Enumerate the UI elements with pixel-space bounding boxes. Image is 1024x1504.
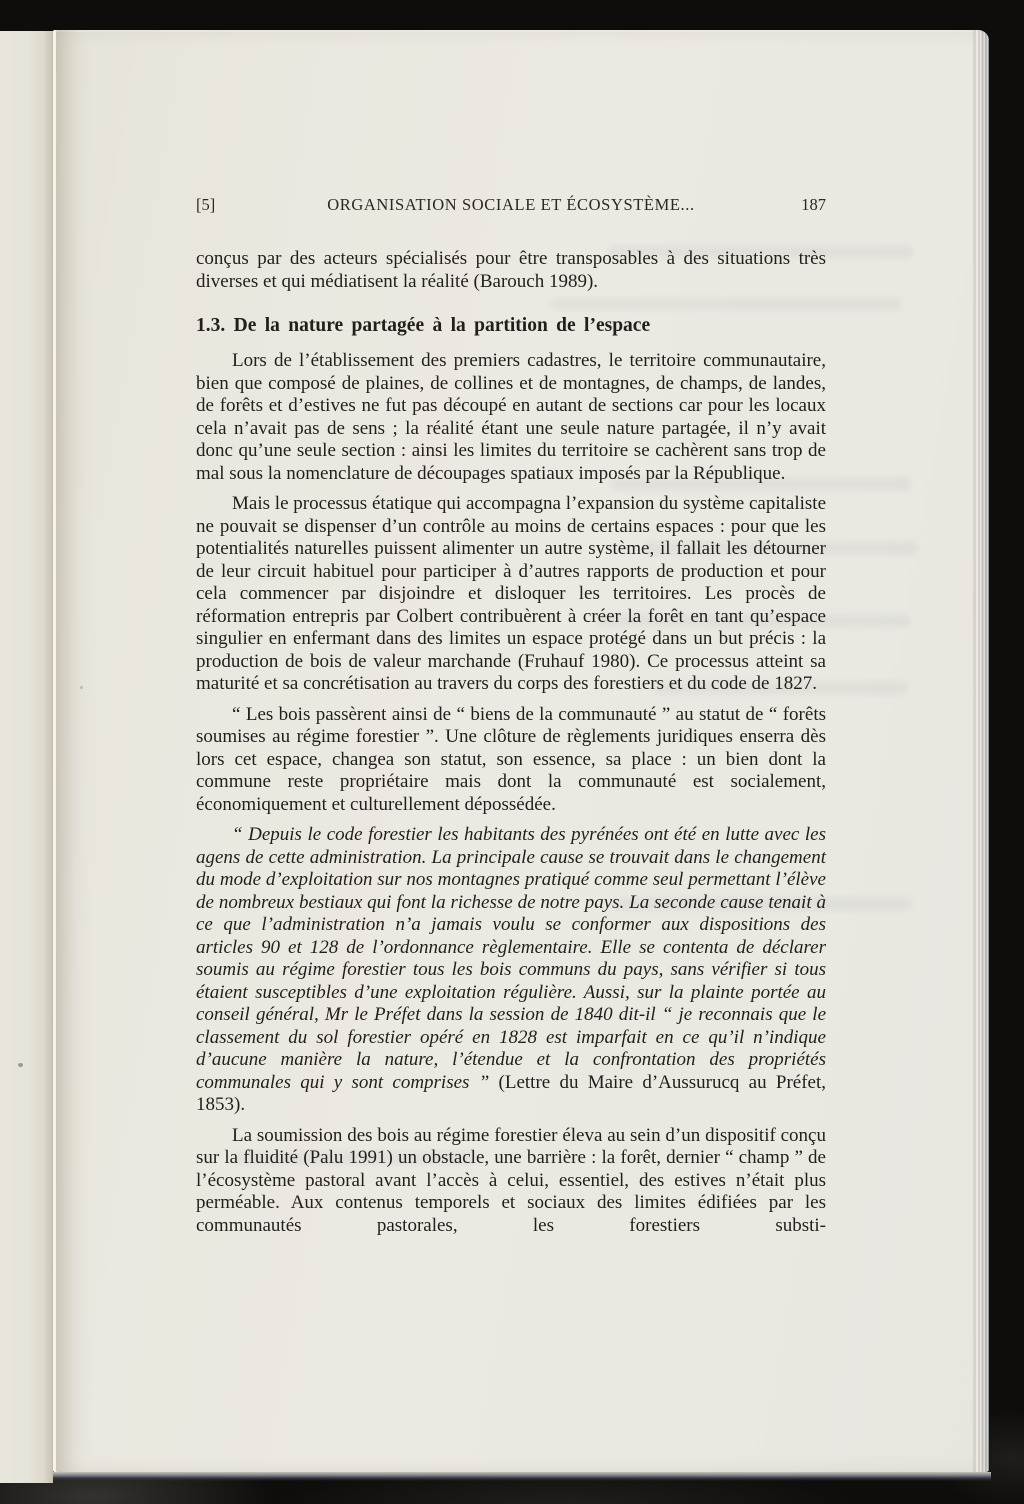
page-body <box>196 248 826 1237</box>
text-segment: La soumission des bois au régime forestier éleva au sein d’un dispositif conçu sur la fluidité (Palu 1991) un obstacle, une barrière : la forêt, dernier “ champ ” de l’écosystème pastoral avant l’accès à celui, essentiel, des estives n’était plus perméable. Aux contenus temporels et sociaux des limites édifiées par les communautés pastorales, les forestiers substi- <box>196 1124 826 1236</box>
text-segment: “ Depuis le code forestier les habitants des pyrénées ont été en lutte avec les agens de cette administration. La principale cause se trouvait dans le changement du mode d’exploitation sur nos montagnes pratiqué comme seul permettant l’élève de nombreux bestiaux qui font la richesse de notre pays. La seconde cause tenait à ce que l’administration n’a jamais voulu se conformer aux dispositions des articles 90 et 128 de l’ordonnance règlementaire. Elle se contenta de déclarer soumis au régime forestier tous les bois communs du pays, sans vérifier si tous étaient susceptibles d’une exploitation régulière. Aussi, sur la plainte portée au conseil général, Mr le Préfet dans la session de 1840 dit-il “ je reconnais que le classement du sol forestier opéré en 1828 est imparfait en ce qu’il n’indique d’aucune manière la nature, l’étendue et la confrontation des propriétés communales qui y sont comprises ” <box>196 824 826 1093</box>
text-segment: conçus par des acteurs spécialisés pour être transposables à des situations très diverses et qui médiatisent la réalité (Barouch 1989). <box>196 248 826 292</box>
paragraph <box>196 704 826 817</box>
book-block-bottom-edge <box>53 1472 991 1481</box>
running-head <box>196 195 826 215</box>
page-content <box>196 195 826 1237</box>
text-segment: Lors de l’établissement des premiers cadastres, le territoire communautaire, bien que composé de plaines, de collines et de montagnes, de champs, de landes, de forêts et d’estives ne fut pas découpé en autant de sections car pour les locaux cela n’avait pas de sens ; la réalité étant une seule nature partagée, il n’y avait donc qu’une seule section : ainsi les limites du territoire se cachèrent sans trop de mal sous la nomenclature de découpages spatiaux imposés par la République. <box>196 350 826 484</box>
scan-speck <box>80 686 83 689</box>
page-stack-edges <box>972 30 989 1472</box>
section-heading: 1.3. De la nature partagée à la partition de l’espace <box>196 315 651 336</box>
paragraph <box>196 493 826 696</box>
facing-page-sliver <box>0 31 53 1483</box>
text-segment: Mais le processus étatique qui accompagna l’expansion du système capitaliste ne pouvait se dispenser d’un contrôle au moins de certains espaces : pour que les potentialités naturelles puissent alimenter un autre système, il fallait les détourner de leur circuit habituel pour participer à d’autres rapports de production et pour cela commencer par disjoindre et disloquer les territoires. Les procès de réformation entrepris par Colbert contribuèrent à créer la forêt en tant qu’espace singulier en enfermant dans des limites un espace protégé dans un but précis : la production de bois de valeur marchande (Fruhauf 1980). Ce processus atteint sa maturité et sa concrétisation au travers du corps des forestiers et du code de 1827. <box>196 493 826 694</box>
scanned-page <box>53 30 989 1472</box>
folio-bracket-number: [5] <box>196 195 216 214</box>
scan-speck <box>18 1063 23 1067</box>
paragraph <box>196 1125 826 1238</box>
paragraph <box>196 824 826 1117</box>
paragraph <box>196 350 826 485</box>
paragraph <box>196 248 826 293</box>
text-segment: (Lettre du Maire d’Aussurucq au Préfet, 1853). <box>196 1071 826 1115</box>
text-segment: “ Les bois passèrent ainsi de “ biens de la communauté ” au statut de “ forêts soumises au régime forestier ”. Une clôture de règlements juridiques enserra dès lors cet espace, changea son statut, son essence, sa place : un bien dont la commune reste propriétaire mais dont la communauté est socialement, économiquement et culturellement dépossédée. <box>196 703 826 815</box>
page-number: 187 <box>801 195 826 214</box>
running-title: ORGANISATION SOCIALE ET ÉCOSYSTÈME... <box>327 195 695 214</box>
